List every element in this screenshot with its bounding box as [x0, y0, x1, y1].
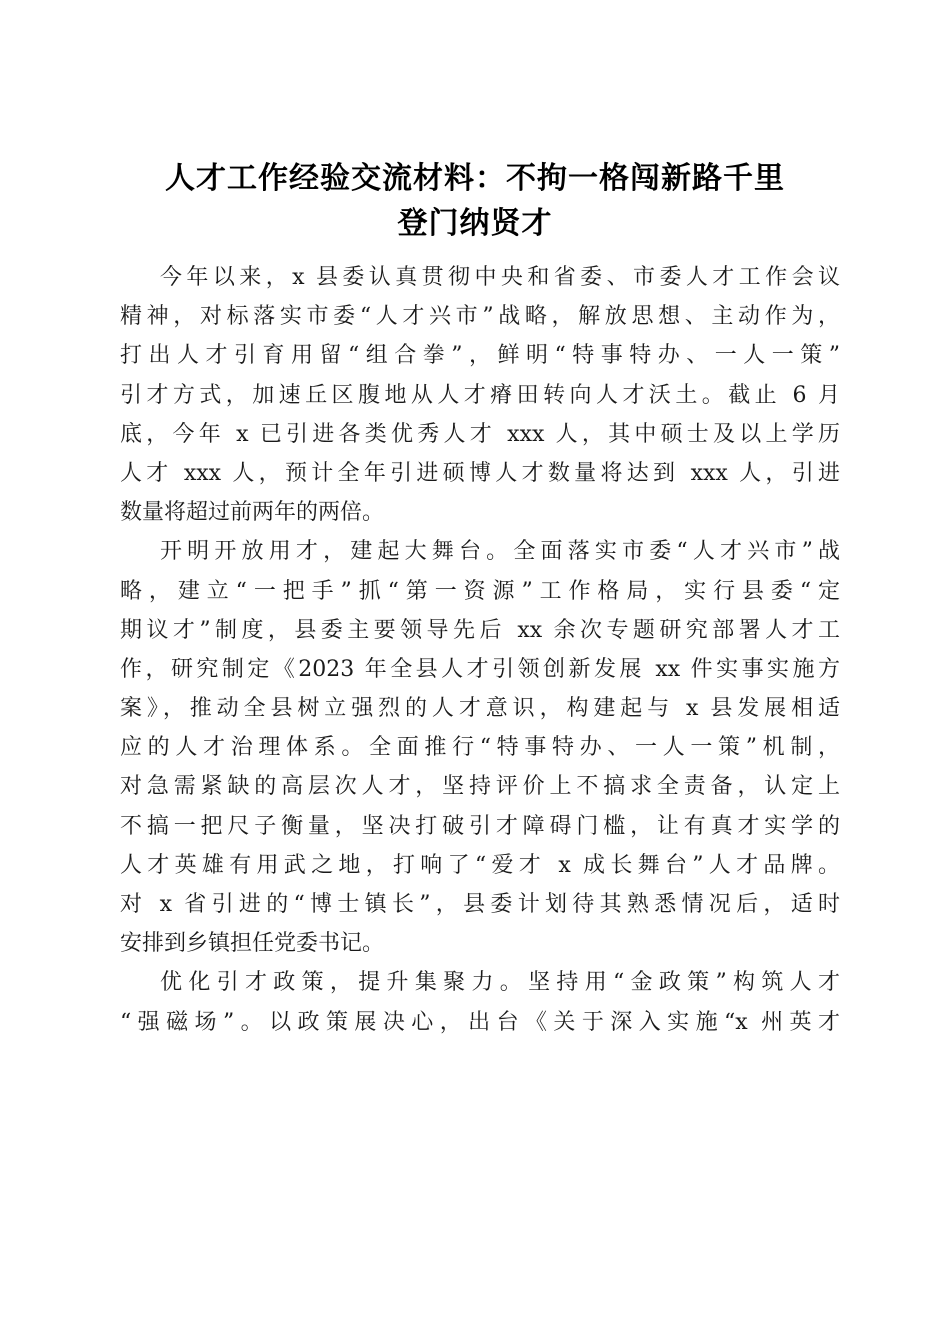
text-line: 安排到乡镇担任党委书记。: [120, 931, 385, 957]
text-line: 数量将超过前两年的两倍。: [120, 500, 385, 526]
text-line: 对急需紧缺的高层次人才，坚持评价上不搞求全责备，认定上: [120, 774, 840, 800]
text-line: 今年以来，x 县委认真贯彻中央和省委、市委人才工作会议: [160, 265, 840, 290]
text-line: 期议才”制度，县委主要领导先后 xx 余次专题研究部署人才工: [120, 617, 840, 643]
document-body: [120, 258, 840, 1042]
title-line: 人才工作经验交流材料：不拘一格闯新路千里: [165, 161, 785, 197]
text-line: 开明开放用才，建起大舞台。全面落实市委“人才兴市”战: [160, 539, 840, 565]
text-line: 案》，推动全县树立强烈的人才意识，构建起与 x 县发展相适: [120, 696, 840, 722]
text-line: 应的人才治理体系。全面推行“特事特办、一人一策”机制，: [120, 735, 840, 761]
title-line: 登门纳贤才: [397, 206, 553, 242]
text-line: 略，建立“一把手”抓“第一资源”工作格局，实行县委“定: [120, 578, 840, 604]
paragraph-1: [120, 258, 840, 532]
document-title: [110, 156, 840, 246]
text-line: 打出人才引育用留“组合拳”，鲜明“特事特办、一人一策”: [120, 343, 840, 369]
text-line: 人才英雄有用武之地，打响了“爱才 x 成长舞台”人才品牌。: [120, 852, 840, 878]
text-line: 引才方式，加速丘区腹地从人才瘠田转向人才沃土。截止 6 月: [120, 382, 840, 408]
text-line: 对 x 省引进的“博士镇长”，县委计划待其熟悉情况后，适时: [120, 892, 840, 917]
text-line: 作，研究制定《2023 年全县人才引领创新发展 xx 件实事实施方: [120, 656, 840, 682]
text-line: 不搞一把尺子衡量，坚决打破引才障碍门槛，让有真才实学的: [120, 813, 840, 839]
text-line: 人才 xxx 人，预计全年引进硕博人才数量将达到 xxx 人，引进: [120, 460, 840, 486]
paragraph-2: [120, 532, 840, 963]
text-line: 精神，对标落实市委“人才兴市”战略，解放思想、主动作为，: [120, 304, 840, 330]
text-line: 底，今年 x 已引进各类优秀人才 xxx 人，其中硕士及以上学历: [120, 421, 840, 447]
paragraph-3: [120, 963, 840, 1041]
text-line: “强磁场”。以政策展决心，出台《关于深入实施“x 州英才: [120, 1009, 840, 1035]
text-line: 优化引才政策，提升集聚力。坚持用“金政策”构筑人才: [160, 970, 840, 996]
